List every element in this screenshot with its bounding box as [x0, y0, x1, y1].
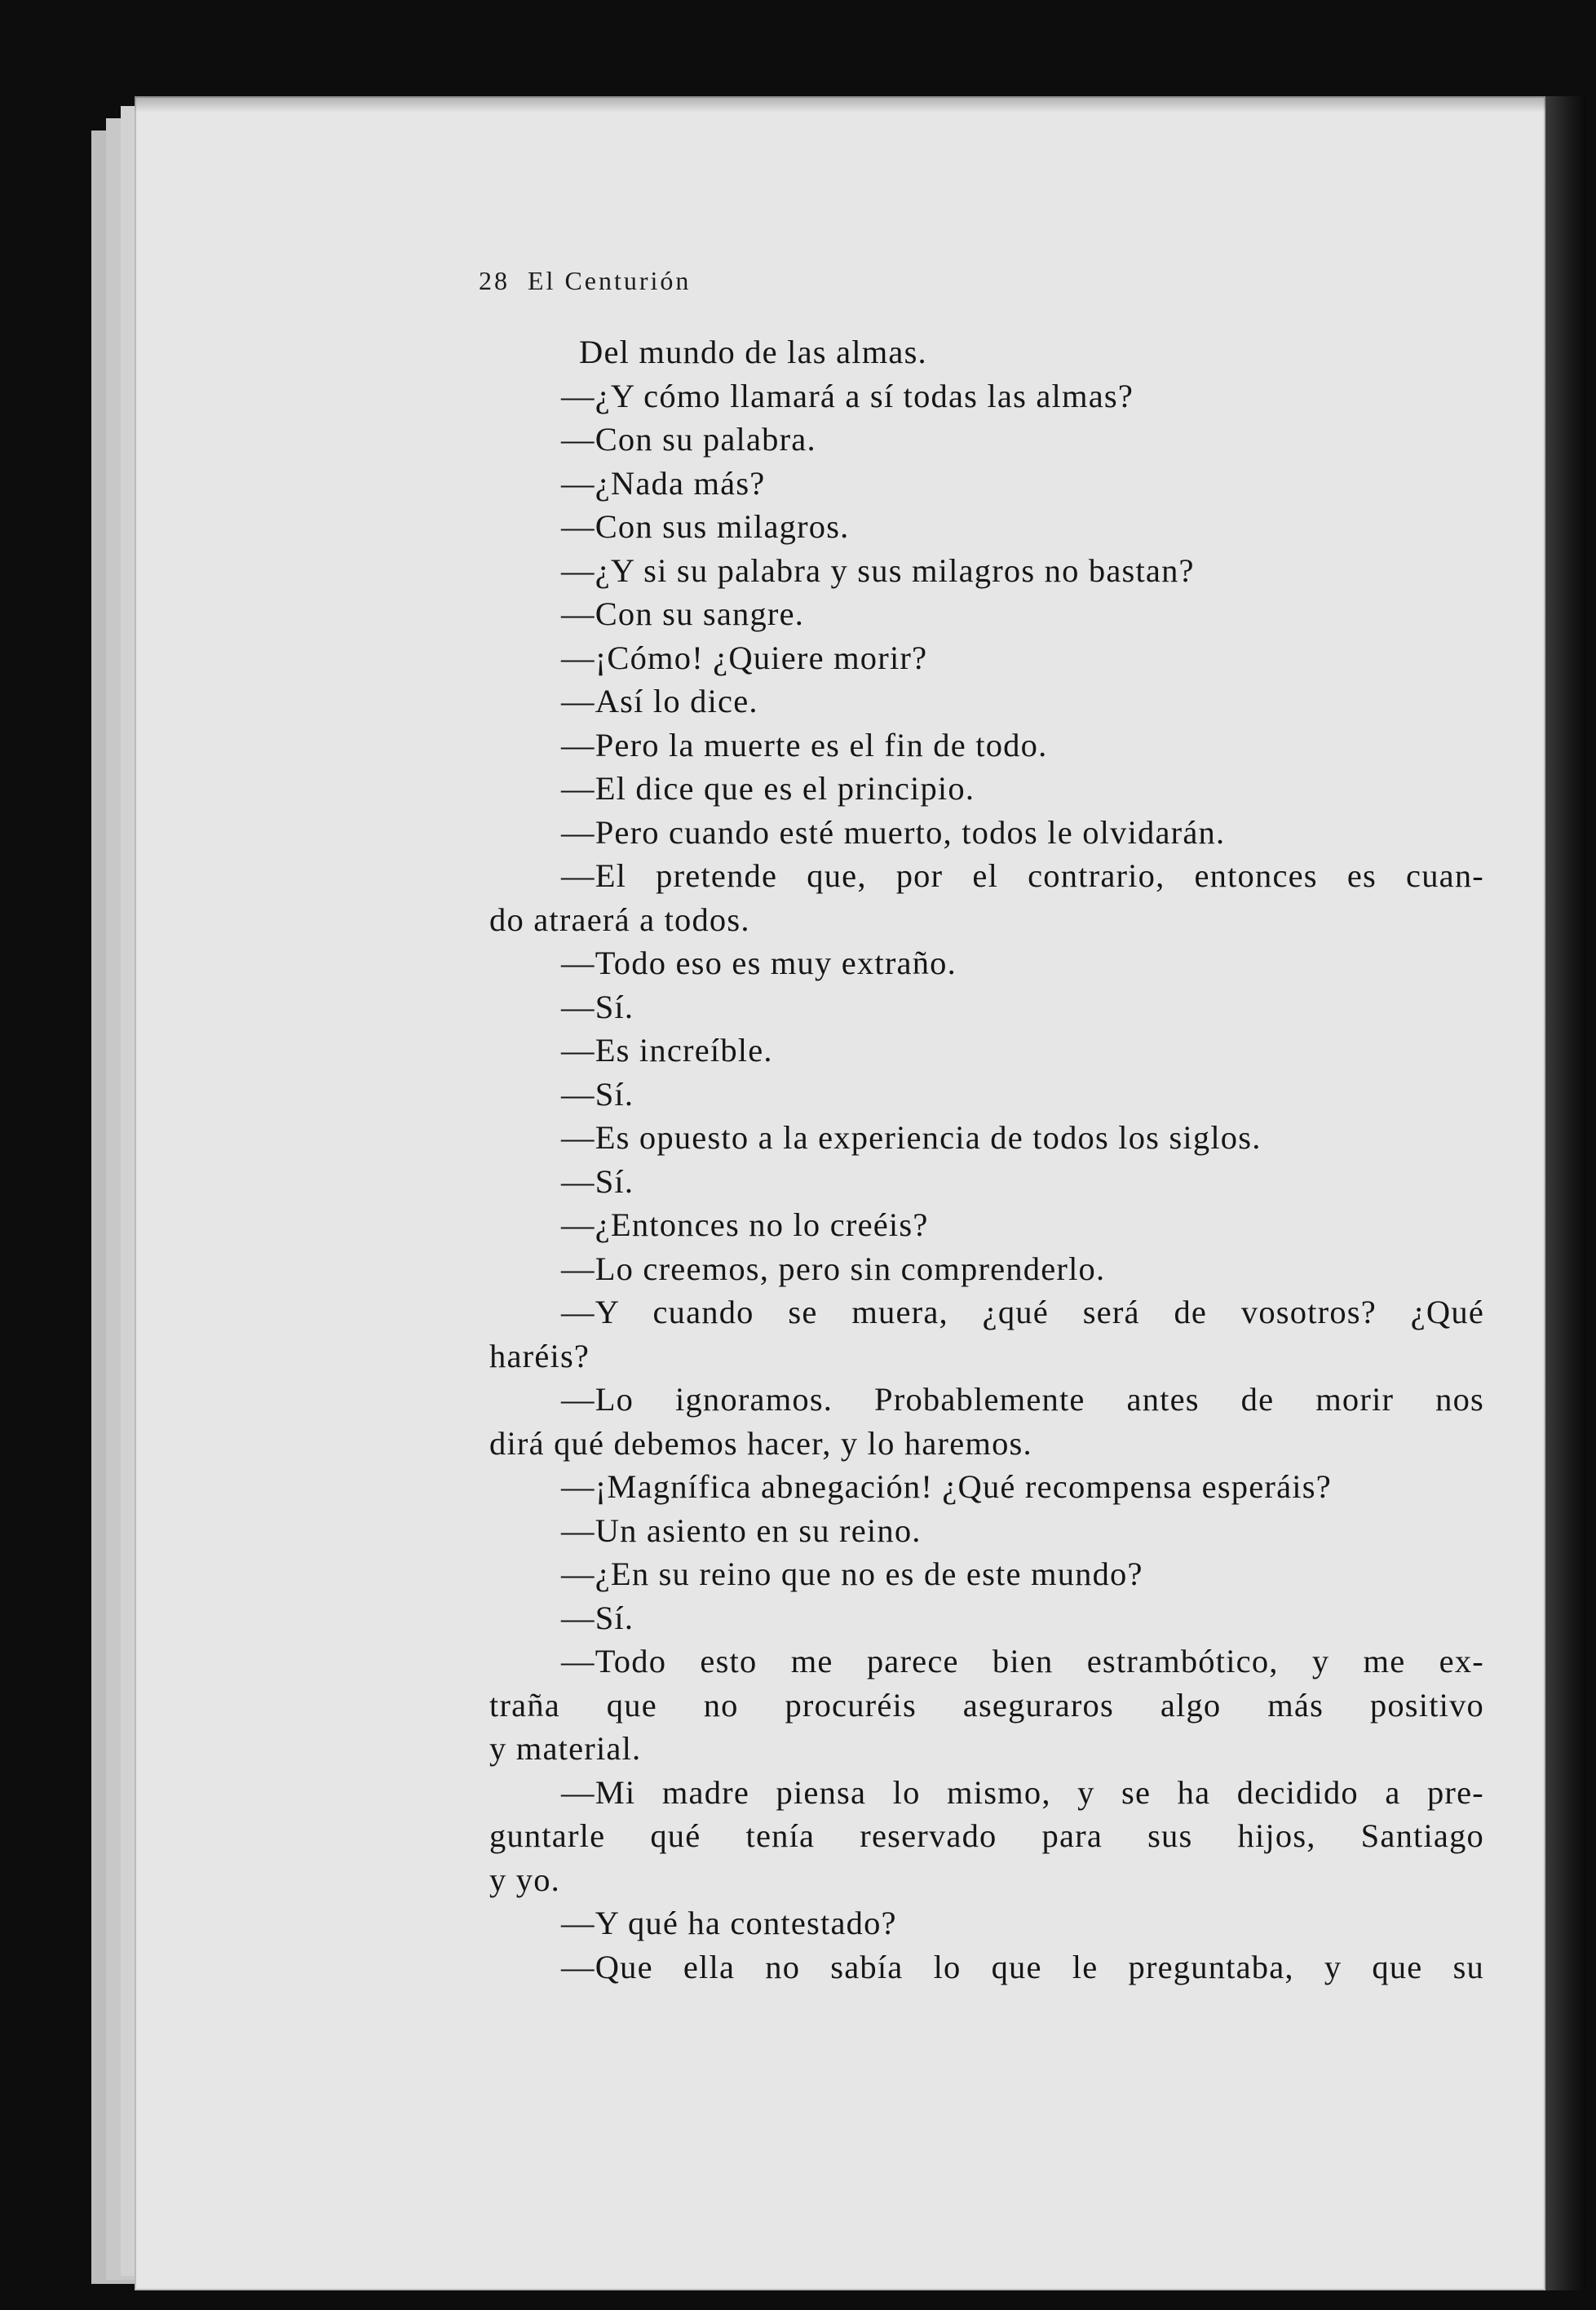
text-line: —Lo creemos, pero sin comprenderlo.	[561, 1250, 1106, 1287]
text-line: y material.	[489, 1730, 642, 1767]
text-line: —Con sus milagros.	[561, 508, 850, 545]
text-line: —Con su palabra.	[561, 421, 816, 458]
text-line: y yo.	[489, 1861, 560, 1898]
text-line: —Mi madre piensa lo mismo, y se ha decidido a pre-	[561, 1773, 1484, 1811]
text-line: —Pero la muerte es el fin de todo.	[561, 726, 1048, 763]
text-line: —Así lo dice.	[561, 683, 758, 719]
book-spine	[1545, 96, 1586, 2290]
text-line: —Sí.	[561, 1075, 634, 1113]
text-line: guntarle qué tenía reservado para sus hijos, Santiago	[489, 1817, 1484, 1854]
book-title: El Centurión	[528, 266, 692, 295]
text-line: —Todo esto me parece bien estrambótico, y me ex-	[561, 1643, 1484, 1679]
text-line: —¿En su reino que no es de este mundo?	[561, 1555, 1143, 1592]
page-top-shadow	[135, 96, 1545, 113]
text-line: —Que ella no sabía lo que le preguntaba, y que su	[561, 1948, 1484, 1985]
text-line: —¿Nada más?	[561, 464, 766, 502]
text-line: —Es opuesto a la experiencia de todos los siglos.	[561, 1119, 1262, 1156]
text-line: —Con su sangre.	[561, 595, 805, 632]
text-line: —Lo ignoramos. Probablemente antes de morir nos	[561, 1381, 1484, 1418]
text-line: —Sí.	[561, 1599, 634, 1636]
text-line: —¿Y cómo llamará a sí todas las almas?	[561, 377, 1134, 414]
text-line: Del mundo de las almas.	[579, 334, 927, 370]
text-line: —Es increíble.	[561, 1032, 773, 1069]
text-line: —Sí.	[561, 988, 634, 1025]
text-line: —¡Cómo! ¿Quiere morir?	[561, 639, 928, 676]
body-text	[489, 330, 1484, 1989]
page-number: 28	[479, 266, 510, 295]
text-line: traña que no procuréis aseguraros algo más positivo	[489, 1686, 1484, 1724]
text-line: —Y cuando se muera, ¿qué será de vosotros? ¿Qué	[561, 1294, 1484, 1330]
text-line: —¿Entonces no lo creéis?	[561, 1206, 929, 1243]
text-line: —Un asiento en su reino.	[561, 1511, 922, 1549]
text-line: haréis?	[489, 1337, 590, 1374]
text-line: —Pero cuando esté muerto, todos le olvidarán.	[561, 813, 1226, 851]
text-line: —¡Magnífica abnegación! ¿Qué recompensa esperáis?	[561, 1468, 1332, 1505]
text-line: dirá qué debemos hacer, y lo haremos.	[489, 1424, 1032, 1462]
running-head	[479, 266, 691, 296]
text-line: —El dice que es el principio.	[561, 770, 975, 807]
text-line: —El pretende que, por el contrario, entonces es cuan-	[561, 857, 1484, 894]
text-line: —Sí.	[561, 1162, 634, 1200]
text-line: —Y qué ha contestado?	[561, 1905, 897, 1941]
text-line: do atraerá a todos.	[489, 901, 750, 938]
text-line: —Todo eso es muy extraño.	[561, 945, 957, 981]
text-line: —¿Y si su palabra y sus milagros no bastan?	[561, 551, 1195, 589]
